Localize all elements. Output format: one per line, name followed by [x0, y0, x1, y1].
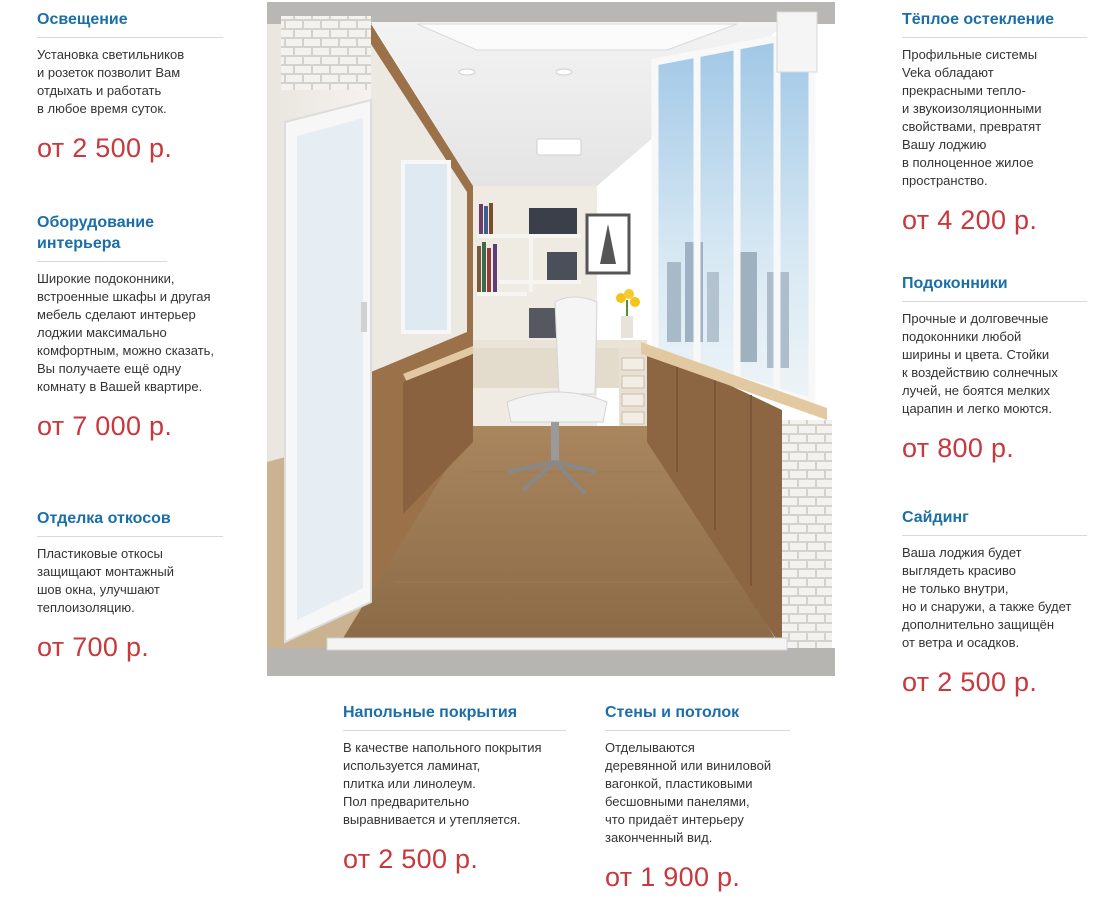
service-title: Оборудование интерьера: [37, 212, 167, 262]
service-walls-ceiling: [605, 702, 790, 893]
service-flooring: [343, 702, 566, 875]
service-siding: [902, 507, 1087, 698]
service-price: от 800 р.: [902, 433, 1015, 463]
service-description: В качестве напольного покрытия используется ламинат, плитка или линолеум. Пол предварительно выравнивается и утепляется.: [343, 740, 542, 827]
service-title: Стены и потолок: [605, 702, 790, 731]
balcony-illustration: [267, 2, 835, 676]
service-title: Отделка откосов: [37, 508, 223, 537]
service-description: Отделываются деревянной или виниловой вагонкой, пластиковыми бесшовными панелями, что придаёт интерьеру законченный вид.: [605, 740, 772, 845]
service-description: Пластиковые откосы защищают монтажный шов окна, улучшают теплоизоляцию.: [37, 546, 174, 615]
service-title: Тёплое остекление: [902, 9, 1087, 38]
service-warm-glazing: [902, 9, 1087, 236]
balcony-door: [285, 100, 371, 642]
service-price: от 7 000 р.: [37, 411, 173, 441]
service-price: от 1 900 р.: [605, 862, 741, 892]
service-title: Подоконники: [902, 273, 1087, 302]
service-description: Прочные и долговечные подоконники любой ширины и цвета. Стойки к воздействию солнечных лучей, не боятся мелких царапин и легко моются.: [902, 311, 1058, 416]
service-price: от 4 200 р.: [902, 205, 1038, 235]
flower-vase: [616, 289, 640, 338]
service-price: от 2 500 р.: [902, 667, 1038, 697]
service-lighting: [37, 9, 223, 164]
service-price: от 2 500 р.: [343, 844, 479, 874]
service-description: Установка светильников и розеток позволит Вам отдыхать и работать в любое время суток.: [37, 47, 185, 116]
brick-wall-top: [281, 16, 371, 90]
service-price: от 2 500 р.: [37, 133, 173, 163]
service-title: Напольные покрытия: [343, 702, 566, 731]
service-price: от 700 р.: [37, 632, 150, 662]
service-description: Широкие подоконники, встроенные шкафы и другая мебель сделают интерьер лоджии максимально комфортным, можно сказать, Вы получаете ещё одну комнату в Вашей квартире.: [37, 271, 215, 394]
service-slopes: [37, 508, 223, 663]
service-description: Ваша лоджия будет выглядеть красиво не только внутри, но и снаружи, а также будет дополнительно защищён от ветра и осадков.: [902, 545, 1072, 650]
service-interior-equipment: [37, 212, 223, 442]
service-title: Освещение: [37, 9, 223, 38]
service-description: Профильные системы Veka обладают прекрасными тепло- и звукоизоляционными свойствами, превратят Вашу лоджию в полноценное жилое пространство.: [902, 47, 1042, 188]
service-title: Сайдинг: [902, 507, 1087, 536]
brick-wall-right: [782, 420, 832, 648]
floor-slab: [267, 648, 835, 676]
service-windowsills: [902, 273, 1087, 464]
